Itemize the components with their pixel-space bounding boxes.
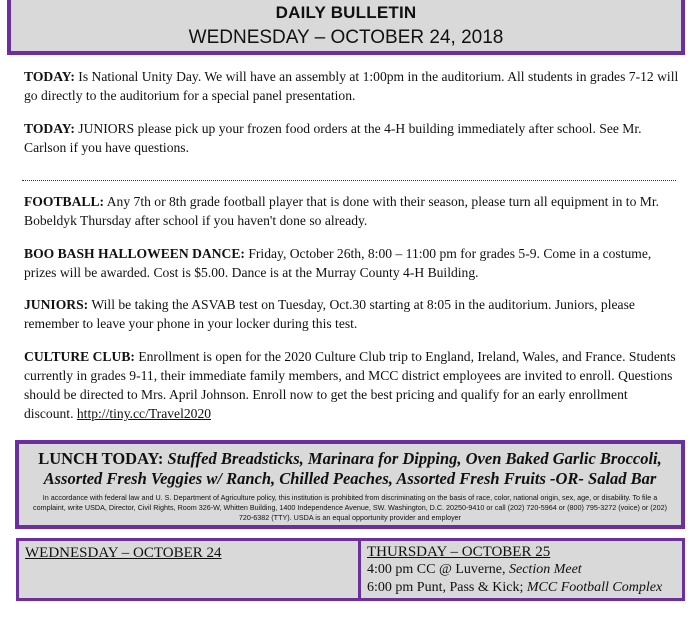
lunch-items: Stuffed Breadsticks, Marinara for Dipping, Oven Baked Garlic Broccoli, Assorted Fresh Veggies w/ Ranch, Chilled Peaches, Assorted Fresh Fruits -OR- Salad Bar — [43, 449, 662, 488]
lunch-panel — [15, 440, 685, 529]
announcement-text: Will be taking the ASVAB test on Tuesday, Oct.30 starting at 8:05 in the auditorium. Juniors, please remember to leave your phone in your locker during this test. — [24, 297, 635, 331]
announcement-text: Friday, October 26th, 8:00 – 11:00 pm for grades 5-9. Come in a costume, prizes will be awarded. Cost is $5.00. Dance is at the Murray County 4-H Building. — [24, 246, 652, 280]
event-time: 6:00 pm Punt, Pass & Kick; — [367, 580, 527, 595]
announcement-football — [24, 192, 680, 230]
bulletin-date: WEDNESDAY – OCTOBER 24, 2018 — [188, 27, 504, 48]
event-item — [367, 579, 682, 597]
event-item — [367, 561, 682, 579]
announcement-text: JUNIORS please pick up your frozen food orders at the 4-H building immediately after school. See Mr. Carlson if you have questions. — [24, 121, 642, 155]
schedule-thursday — [361, 541, 682, 598]
event-detail: Section Meet — [509, 562, 582, 577]
schedule-wednesday — [19, 541, 361, 598]
bulletin-title: DAILY BULLETIN — [275, 3, 417, 22]
announcement-culture-club — [24, 347, 680, 423]
lunch-label: LUNCH TODAY: — [38, 449, 164, 468]
schedule-table — [16, 538, 685, 601]
day-heading: WEDNESDAY – OCTOBER 24 — [25, 545, 222, 561]
announcement-boo-bash — [24, 244, 680, 282]
announcement-label: JUNIORS: — [24, 297, 89, 312]
announcement-label: BOO BASH HALLOWEEN DANCE: — [24, 246, 245, 261]
announcement-frozen-food — [24, 119, 680, 157]
announcement-label: TODAY: — [24, 121, 75, 136]
event-detail: MCC Football Complex — [526, 580, 663, 595]
announcement-unity-day — [24, 67, 680, 105]
announcement-label: FOOTBALL: — [24, 194, 105, 209]
announcement-text: Any 7th or 8th grade football player that is done with their season, please turn all equipment in to Mr. Bobeldyk Thursday after school if you haven't done so already. — [24, 194, 660, 228]
bulletin-header — [7, 0, 685, 55]
announcement-label: TODAY: — [24, 69, 75, 84]
announcement-text: Enrollment is open for the 2020 Culture Club trip to England, Ireland, Wales, and France. Students currently in grades 9-11, their immediate family members, and MCC district employees are invited to enroll. Questions should be directed to Mrs. April Johnson. Enroll now to get the best pricing and qualify for an early enrollment discount. — [24, 349, 676, 421]
announcement-juniors-asvab — [24, 295, 680, 333]
event-time: 4:00 pm CC @ Luverne, — [367, 562, 509, 577]
announcement-label: CULTURE CLUB: — [24, 349, 135, 364]
day-heading: THURSDAY – OCTOBER 25 — [367, 544, 551, 560]
travel-link[interactable]: http://tiny.cc/Travel2020 — [76, 406, 212, 421]
lunch-menu — [19, 449, 681, 489]
announcement-text: Is National Unity Day. We will have an assembly at 1:00pm in the auditorium. All students in grades 7-12 will go directly to the auditorium for a special panel presentation. — [24, 69, 679, 103]
usda-notice: In accordance with federal law and U. S. Department of Agriculture policy, this institution is prohibited from discriminating on the basis of race, color, national origin, sex, age, or disability. To file a complaint, write USDA, Director, Civil Rights, Room 326-W, Whitten Building, 1400 Independence Avenue, SW. Washington, D.C. 20250-9410 or call (202) 720-5964 or (800) 795-3272 (voice) or (202) 720-6382 (TTY). USDA is an equal opportunity provider and employer — [32, 493, 668, 522]
section-divider — [22, 180, 676, 181]
